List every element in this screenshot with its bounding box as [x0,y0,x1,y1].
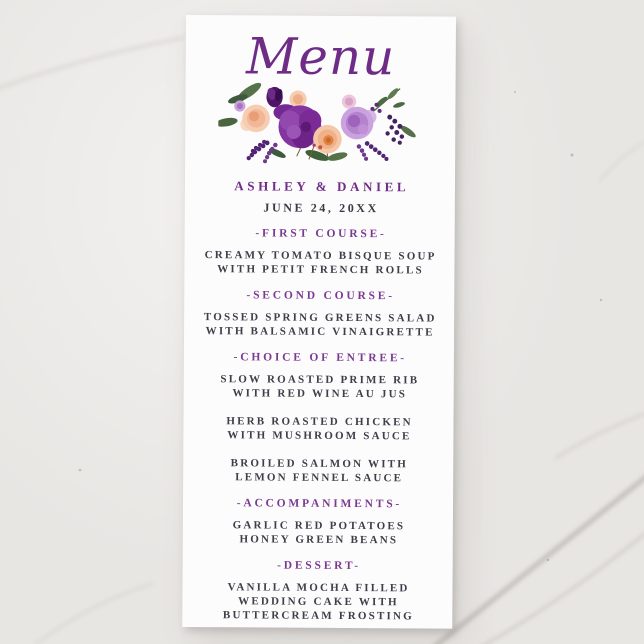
menu-item: VANILLA MOCHA FILLED WEDDING CAKE WITH BUTTERCREAM FROSTING [222,581,414,623]
section-header: -DESSERT- [277,559,361,573]
menu-item: SLOW ROASTED PRIME RIB WITH RED WINE AU JUS [220,373,420,401]
menu-item: BROILED SALMON WITH LEMON FENNEL SAUCE [230,457,409,485]
menu-item: CREAMY TOMATO BISQUE SOUP WITH PETIT FRENCH ROLLS [204,249,437,277]
menu-title: Menu [245,27,396,87]
menu-item: TOSSED SPRING GREENS SALAD WITH BALSAMIC VINAIGRETTE [203,311,437,339]
section-header: -CHOICE OF ENTREE- [233,351,407,365]
section-header: -ACCOMPANIMENTS- [236,497,403,511]
section-header: -SECOND COURSE- [246,289,395,303]
section-second-course [202,288,437,339]
menu-card [182,15,456,629]
section-first-course [202,226,436,277]
couple-names: ASHLEY & DANIEL [234,178,410,195]
menu-item: GARLIC RED POTATOES HONEY GREEN BEANS [232,519,406,547]
wedding-date: JUNE 24, 20XX [263,200,379,216]
section-accompaniments [230,496,405,547]
section-choice-of-entree [218,350,420,485]
floral-bouquet-icon [218,81,422,164]
section-header: -FIRST COURSE- [255,227,387,241]
menu-item: HERB ROASTED CHICKEN WITH MUSHROOM SAUCE [226,415,413,443]
section-dessert [221,558,415,623]
